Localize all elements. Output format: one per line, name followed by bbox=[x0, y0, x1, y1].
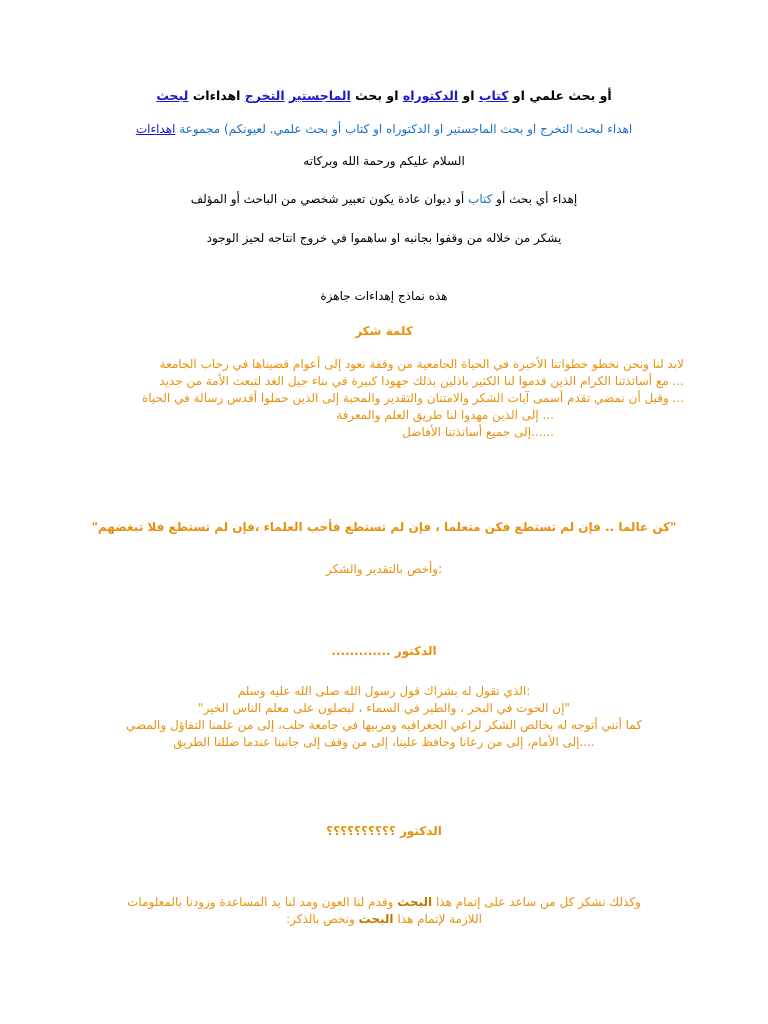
closing-text: اللازمة لإتمام هذا bbox=[397, 912, 482, 926]
title-text: أو بحث علمي او bbox=[512, 88, 612, 103]
paragraph-line: ... مع أساتذتنا الكرام الذين قدموا لنا الكثير باذلين بذلك جهودا كبيرة في بناء جيل الغد لتبعث الأمة من جديد bbox=[159, 374, 684, 388]
link-dedications[interactable]: اهداءات bbox=[135, 122, 176, 136]
paragraph-line: ......إلى جميع أساتذتنا الأفاضل bbox=[402, 425, 554, 439]
paragraph-line: ....إلى الأمام، إلى من رعانا وحافظ علينا، إلى من وقف إلى جانبنا عندما ضللنا الطريق bbox=[173, 735, 595, 749]
closing-paragraph bbox=[84, 894, 684, 928]
paragraph-line bbox=[84, 911, 684, 928]
thanks-paragraph bbox=[84, 356, 684, 441]
link-doctorate[interactable]: الدكتوراه bbox=[402, 88, 459, 103]
section-heading-doctor-2: الدكتور ؟؟؟؟؟؟؟؟؟؟ bbox=[326, 824, 442, 838]
title-text: اهداءات bbox=[192, 88, 241, 103]
link-research[interactable]: لبحث bbox=[156, 88, 189, 103]
paragraph-line: ... إلى الذين مهدوا لنا طريق العلم والمعرفة bbox=[336, 408, 554, 422]
closing-text: ونخص بالذكر: bbox=[286, 912, 355, 926]
closing-text: وكذلك نشكر كل من ساعد على إتمام هذا bbox=[435, 895, 641, 909]
paragraph-line bbox=[84, 894, 684, 911]
ready-samples-line: هذه نماذج إهداءات جاهزة bbox=[320, 289, 448, 303]
page-title bbox=[0, 88, 768, 104]
special-thanks-line: :وأخص بالتقدير والشكر bbox=[325, 562, 443, 576]
definition-line bbox=[0, 191, 768, 207]
quote: "كن عالما .. فإن لم تستطع فكن متعلما ، فإن لم تستطع فأحب العلماء ،فإن لم تستطع فلا تبغضهم" bbox=[91, 520, 677, 534]
paragraph-line: ... وقبل أن نمضي تقدم أسمى آيات الشكر والامتنان والتقدير والمحبة إلى الذين حملوا أقدس رسالة في الحياة bbox=[141, 391, 684, 405]
intro-text: اهداء لبحث التخرج او بحث الماجستير او الدكتوراه او كتاب أو بحث علمي. لعيونكم) مجموعة bbox=[179, 122, 633, 136]
title-text: او بحث bbox=[355, 88, 399, 103]
paragraph-line: :الذي نقول له بشراك قول رسول الله صلى الله عليه وسلم bbox=[237, 684, 531, 698]
link-masters[interactable]: الماجستير bbox=[289, 88, 351, 103]
greeting: السلام عليكم ورحمة الله وبركاته bbox=[303, 154, 465, 168]
doctor-paragraph bbox=[84, 683, 684, 751]
title-text: او bbox=[462, 88, 475, 103]
section-heading-thanks: كلمة شكر bbox=[355, 324, 413, 338]
definition-text: إهداء أي بحث أو bbox=[496, 192, 578, 206]
intro-line bbox=[0, 121, 768, 137]
thanks-line: يشكر من خلاله من وقفوا بجانبه او ساهموا في خروج انتاجه لحيز الوجود bbox=[206, 231, 562, 245]
section-heading-doctor: الدكتور ............. bbox=[331, 644, 437, 658]
paragraph-line: "إن الحوت في البحر ، والطير في السماء ، ليصلون على معلم الناس الخير" bbox=[198, 701, 570, 715]
closing-text: وقدم لنا العون ومد لنا يد المساعدة وزودنا بالمعلومات bbox=[127, 895, 394, 909]
link-graduation[interactable]: التخرج bbox=[244, 88, 285, 103]
link-book[interactable]: كتاب bbox=[478, 88, 509, 103]
closing-bold: البحث bbox=[358, 912, 394, 926]
paragraph-line: لابد لنا ونحن نخطو خطواتنا الأخيرة في الحياة الجامعية من وقفة نعود إلى أعوام قضيناها في رحاب الجامعة bbox=[159, 357, 684, 371]
paragraph-line: كما أنني أتوجه له بخالص الشكر لراعي الجغرافيه ومربيها في جامعة حلب، إلى من علمنا التفاؤل والمضي bbox=[126, 718, 642, 732]
link-book-inline[interactable]: كتاب bbox=[468, 192, 493, 206]
closing-bold: البحث bbox=[397, 895, 433, 909]
definition-text: أو ديوان عادة يكون تعبير شخصي من الباحث أو المؤلف bbox=[190, 192, 465, 206]
